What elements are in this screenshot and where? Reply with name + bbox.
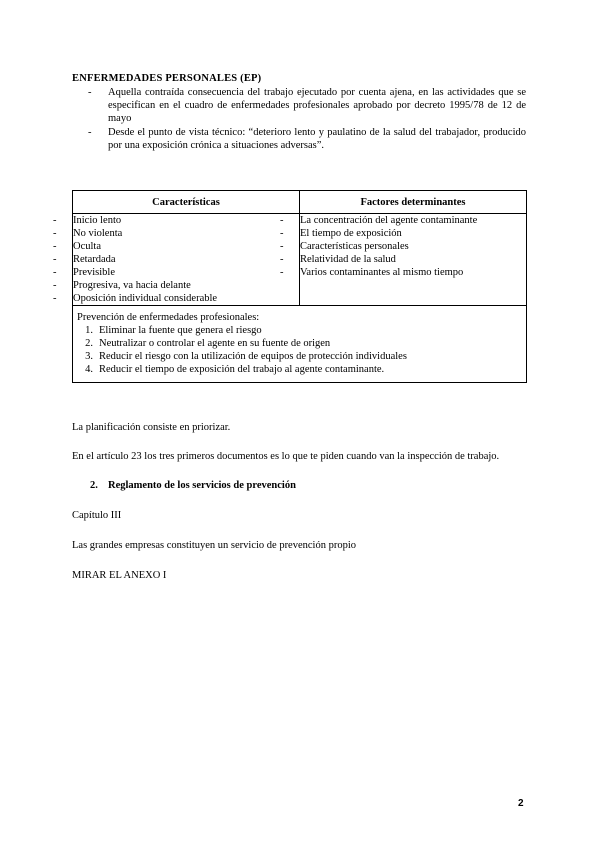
list-item: - Aquella contraída consecuencia del trabajo ejecutado por cuenta ajena, en las actividades que se especifican en el cuadro de enfermedades profesionales aprobado por decreto 1995/78 de 12 de mayo [88,87,526,124]
list-item: - Inicio lento [53,215,122,226]
characteristics-cell [53,214,300,306]
list-item: - Desde el punto de vista técnico: “deterioro lento y paulatino de la salud del trabajador, producido por una exposición crónica a situaciones adversas”. [88,127,526,151]
characteristics-table [53,190,527,383]
paragraph-empresas: Las grandes empresas constituyen un servicio de prevención propio [72,540,356,551]
list-item: 2. Neutralizar o controlar el agente en su fuente de origen [85,338,331,349]
list-item: - Previsible [53,267,115,278]
paragraph-planificacion: La planificación consiste en priorizar. [72,422,231,433]
list-item: - Progresiva, va hacia delante [53,280,191,291]
list-item: - Retardada [53,254,116,265]
table-header-factors: Factores determinantes [300,191,527,214]
list-item: - El tiempo de exposición [280,228,402,239]
list-item: - Características personales [280,241,409,252]
section-heading: ENFERMEDADES PERSONALES (EP) [72,73,262,84]
factors-cell [280,214,527,306]
list-item: - Oposición individual considerable [53,293,218,304]
paragraph-articulo: En el artículo 23 los tres primeros documentos es lo que te piden cuando van la inspección de trabajo. [72,451,500,462]
prevention-list [77,324,522,376]
section-title [90,479,296,492]
factors-list [280,214,526,279]
intro-list [88,86,526,153]
list-item: - No violenta [53,228,123,239]
prevention-title: Prevención de enfermedades profesionales: [77,312,260,323]
list-item: - La concentración del agente contaminante [280,215,478,226]
list-item: - Varios contaminantes al mismo tiempo [280,267,464,278]
list-item: - Oculta [53,241,101,252]
characteristics-list [53,214,299,305]
list-item: - Relatividad de la salud [280,254,396,265]
list-item: 1. Eliminar la fuente que genera el riesgo [85,325,262,336]
table-header-characteristics: Características [73,191,300,214]
prevention-cell [73,306,527,383]
list-item: 4. Reducir el tiempo de exposición del trabajo al agente contaminante. [85,364,385,375]
list-item: 3. Reducir el riesgo con la utilización de equipos de protección individuales [85,351,407,362]
chapter-label: Capítulo III [72,510,122,521]
section-title-text: Reglamento de los servicios de prevención [108,480,296,491]
section-number: 2. [90,480,98,491]
paragraph-anexo: MIRAR EL ANEXO I [72,570,167,581]
page-number: 2 [518,798,524,809]
